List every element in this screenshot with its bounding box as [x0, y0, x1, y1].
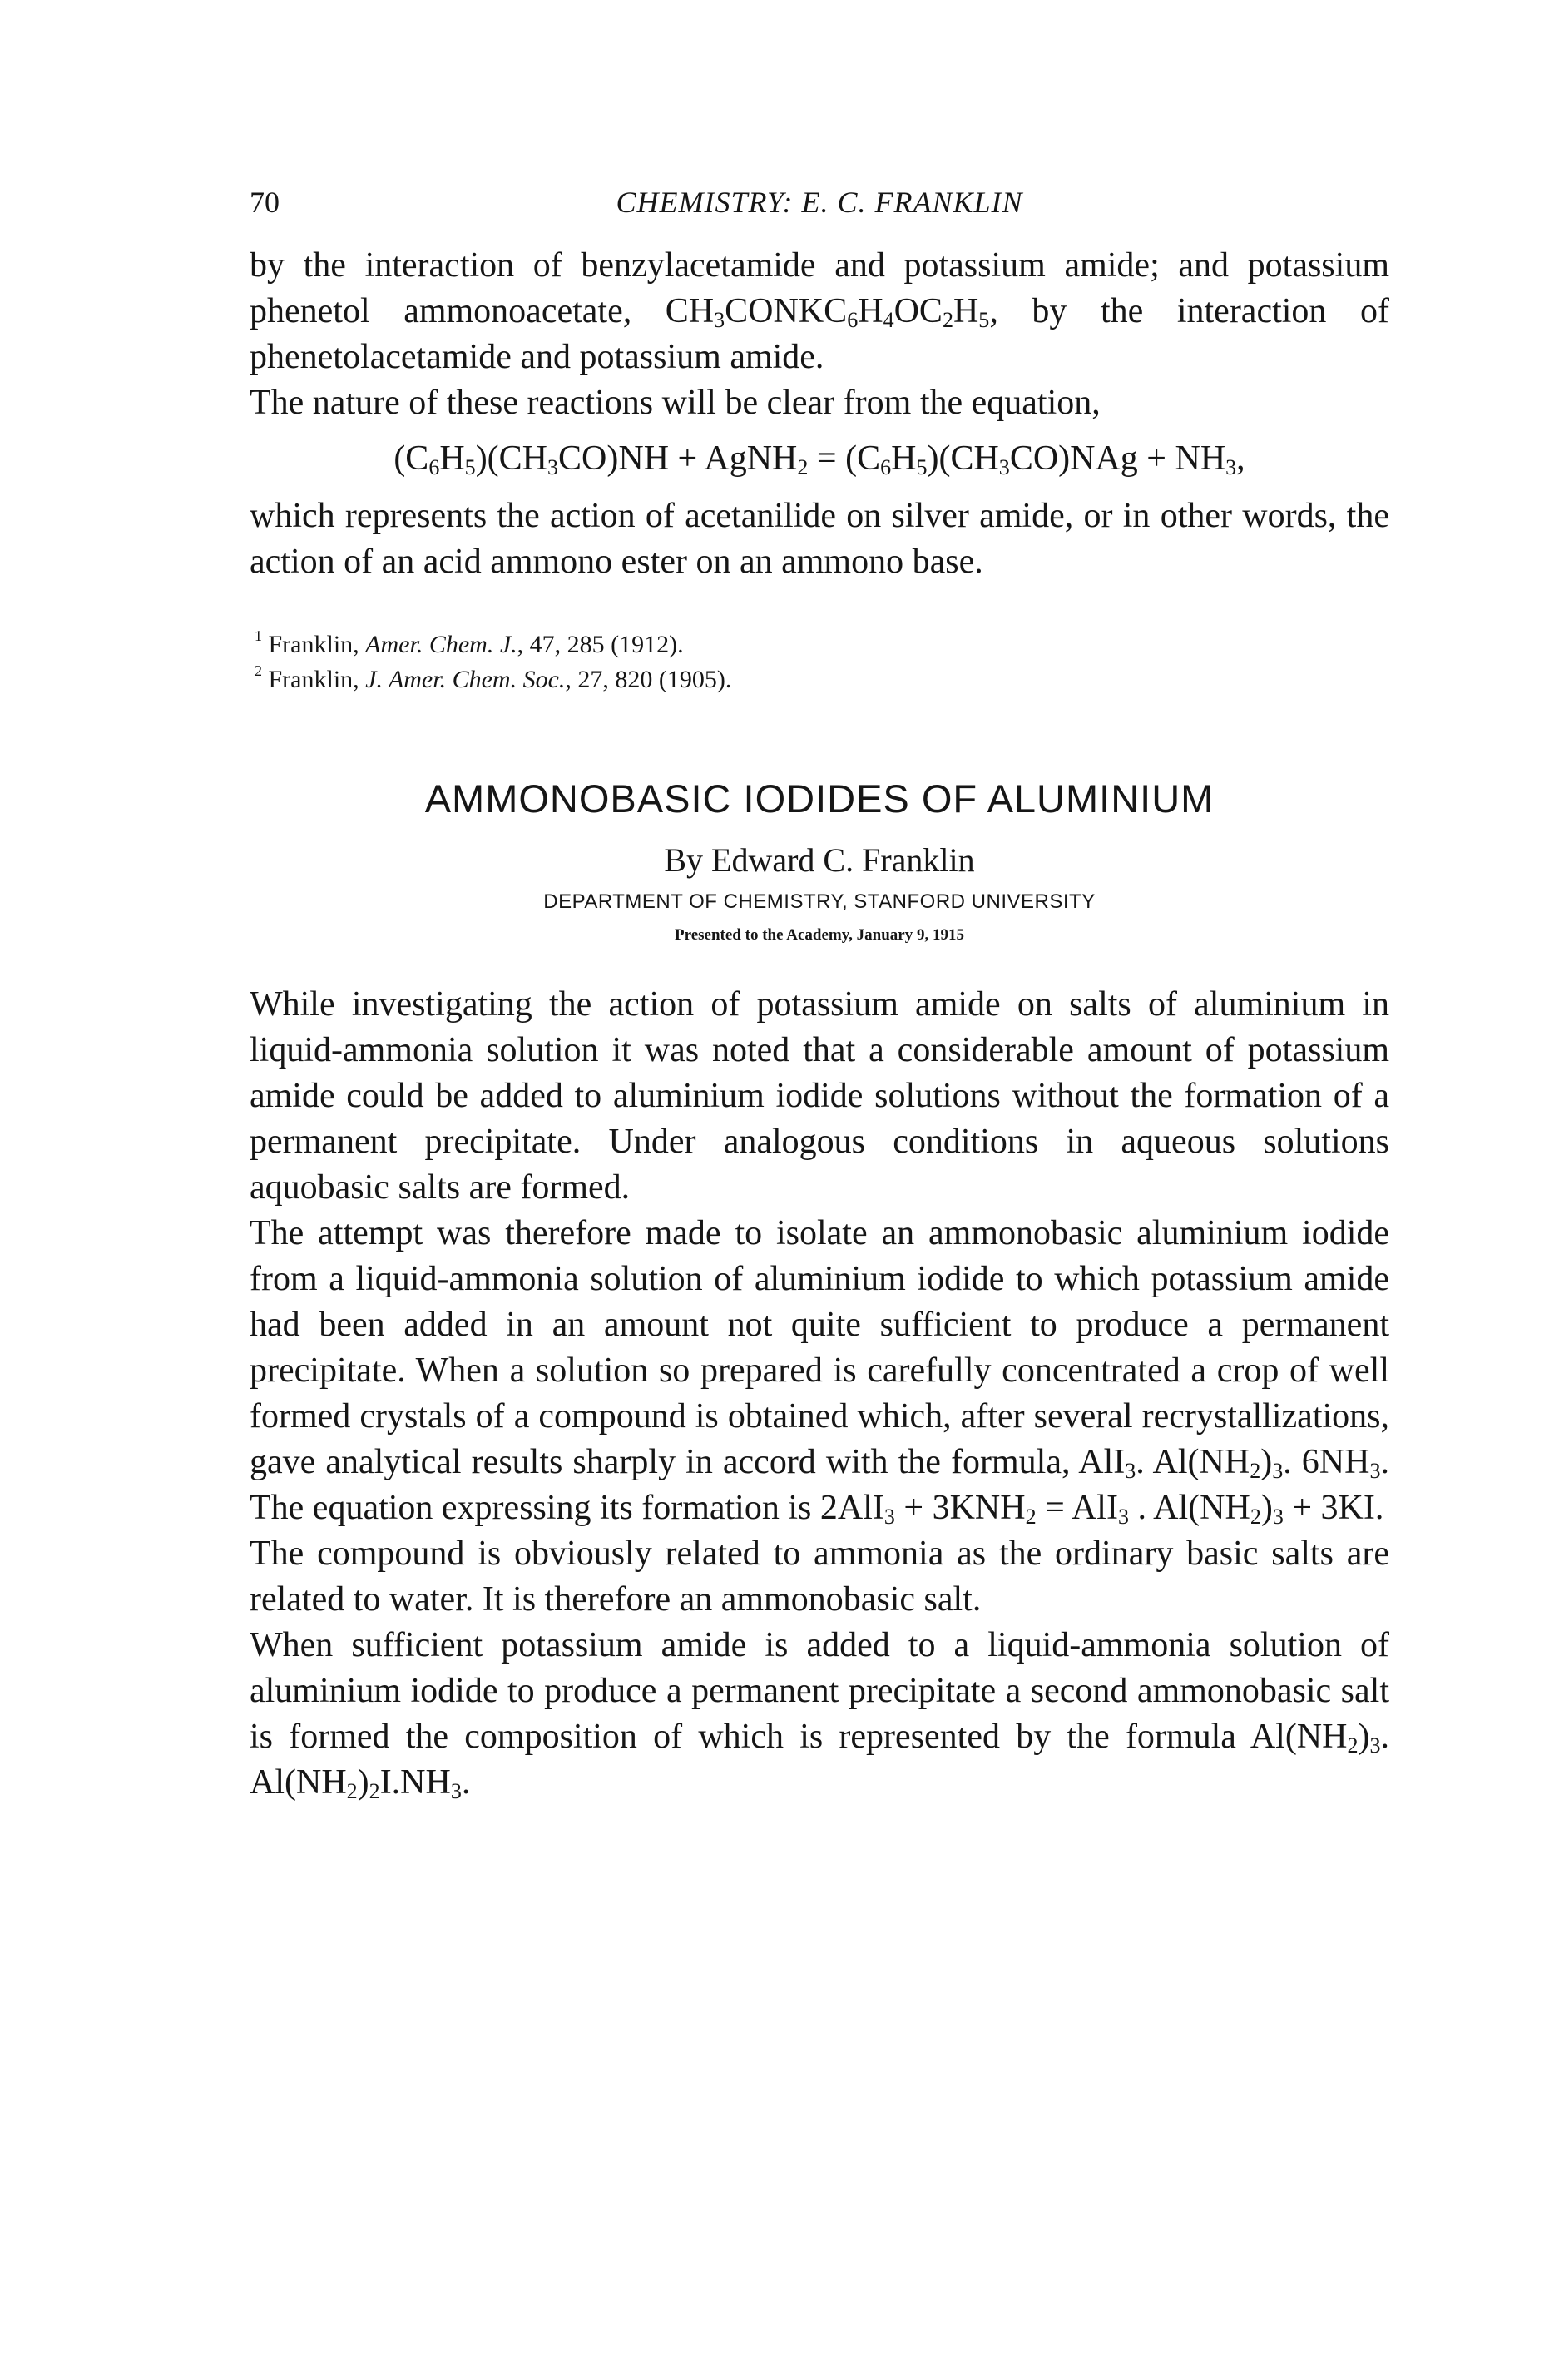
- footnotes: [250, 627, 1389, 697]
- article-body: [250, 982, 1389, 1806]
- article-affiliation: DEPARTMENT OF CHEMISTRY, STANFORD UNIVERSITY: [543, 890, 1096, 913]
- continuation-paragraph: by the interaction of benzylacetamide and potassium amide; and potassium phenetol ammonoacetate, $CH_3CONKC_6H_4OC_2H_5$, by the interaction of phenetolacetamide and potassium amide.: [250, 246, 1389, 376]
- article-paragraph-1: While investigating the action of potassium amide on salts of aluminium in liquid-ammonia solution it was noted that a considerable amount of potassium amide could be added to aluminium iodide solutions without the formation of a permanent precipitate. Under analogous conditions in aqueous solutions aquobasic salts are formed.: [250, 985, 1389, 1207]
- running-title: CHEMISTRY: E. C. FRANKLIN: [616, 186, 1023, 219]
- continued-text: [250, 243, 1389, 585]
- formula-ammonobasic-iodide: AlI$_3$. $Al(NH_2)_3$. $6NH_3$: [1078, 1443, 1381, 1483]
- equation-intro: The nature of these reactions will be clear from the equation,: [250, 384, 1101, 422]
- article-paragraph-4: When sufficient potassium amide is added to a liquid-ammonia solution of aluminium iodide to produce a permanent precipitate a second ammonobasic salt is formed the composition of which is represented by the formula $Al(NH_2)_3$. $Al(NH_2)_2I.NH_3$.: [250, 1626, 1389, 1803]
- reaction-equation: $(C_6H_5)(CH_3CO)NH$ + AgNH$_2$ = $(C_6H_5)(CH_3CO)NAg + NH_3$,: [393, 439, 1245, 479]
- equation-explanation: which represents the action of acetanilide on silver amide, or in other words, the action of an acid ammono ester on an ammono base.: [250, 497, 1389, 581]
- formula-phenetol-ammonoacetate: $CH_3CONKC_6H_4OC_2H_5$: [665, 292, 990, 332]
- formation-equation: $2AlI_3 + 3KNH_2 = AlI_3$ . $Al(NH_2)_3 + 3KI$.: [819, 1489, 1384, 1529]
- footnote: $^1$ Franklin, Amer. Chem. J., 47, 285 (1912).: [255, 627, 684, 658]
- article-title: AMMONOBASIC IODIDES OF ALUMINIUM: [424, 776, 1215, 821]
- article-paragraph-3: The compound is obviously related to ammonia as the ordinary basic salts are related to water. It is therefore an ammonobasic salt.: [250, 1535, 1389, 1619]
- article-byline: By Edward C. Franklin: [664, 841, 975, 879]
- formula-second-ammonobasic-salt: $Al(NH_2)_3$. $Al(NH_2)_2I.NH_3$.: [250, 1718, 1389, 1803]
- article-paragraph-2: The attempt was therefore made to isolate an ammonobasic aluminium iodide from a liquid-ammonia solution of aluminium iodide to which potassium amide had been added in an amount not quite sufficient to produce a permanent precipitate. When a solution so prepared is carefully concentrated a crop of well formed crystals of a compound is obtained which, after several recrystallizations, gave analytical results sharply in accord with the formula, AlI$_3$. $Al(NH_2)_3$. $6NH_3$. The equation expressing its formation is $2AlI_3 + 3KNH_2 = AlI_3$ . $Al(NH_2)_3 + 3KI$.: [250, 1214, 1389, 1529]
- running-head: [250, 185, 1389, 226]
- presented-date: Presented to the Academy, January 9, 1915: [675, 926, 964, 944]
- page-number: 70: [250, 186, 280, 219]
- footnote: $^2$ Franklin, J. Amer. Chem. Soc., 27, 820 (1905).: [255, 662, 732, 693]
